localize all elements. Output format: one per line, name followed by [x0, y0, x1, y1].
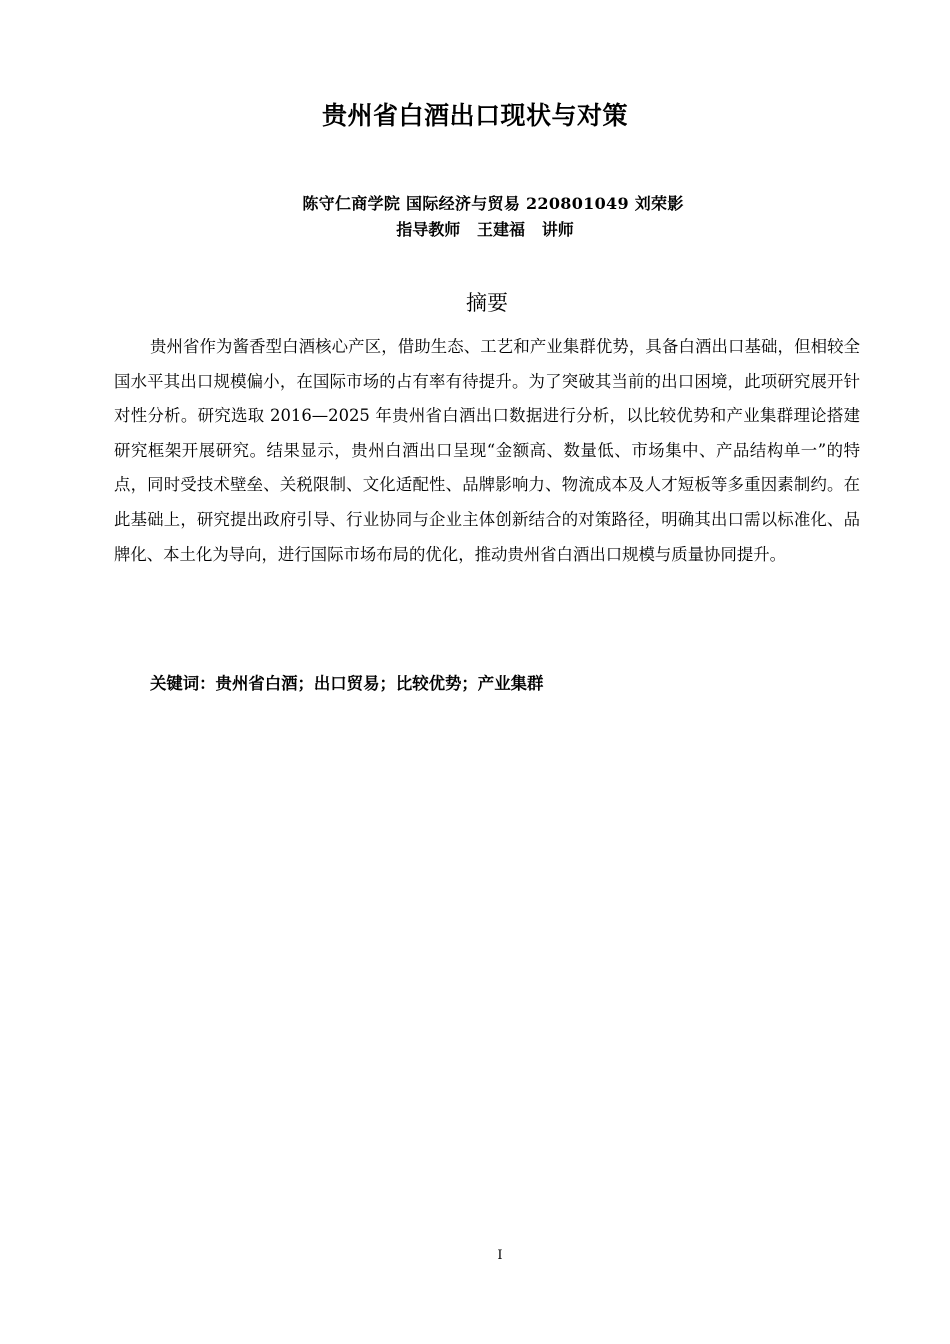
abstract-heading: 摘要	[466, 291, 508, 315]
page-title: 贵州省白酒出口现状与对策	[321, 101, 628, 130]
page-number: I	[497, 1248, 503, 1263]
author-line: 陈守仁商学院 国际经济与贸易 220801049 刘荣影	[302, 194, 684, 213]
advisor-line: 指导教师 王建福 讲师	[396, 220, 574, 239]
abstract-body: 贵州省作为酱香型白酒核心产区，借助生态、工艺和产业集群优势，具备白酒出口基础，但相较全国水平其出口规模偏小，在国际市场的占有率有待提升。为了突破其当前的出口困境，此项研究展开针对性分析。研究选取 2016—2025 年贵州省白酒出口数据进行分析，以比较优势和产业集群理论搭建研究框架开展研究。结果显示，贵州白酒出口呈现“金额高、数量低、市场集中、产品结构单一”的特点，同时受技术壁垒、关税限制、文化适配性、品牌影响力、物流成本及人才短板等多重因素制约。在此基础上，研究提出政府引导、行业协同与企业主体创新结合的对策路径，明确其出口需以标准化、品牌化、本土化为导向，进行国际市场布局的优化，推动贵州省白酒出口规模与质量协同提升。	[114, 337, 860, 564]
keywords-line: 关键词：贵州省白酒；出口贸易；比较优势；产业集群	[150, 674, 544, 693]
